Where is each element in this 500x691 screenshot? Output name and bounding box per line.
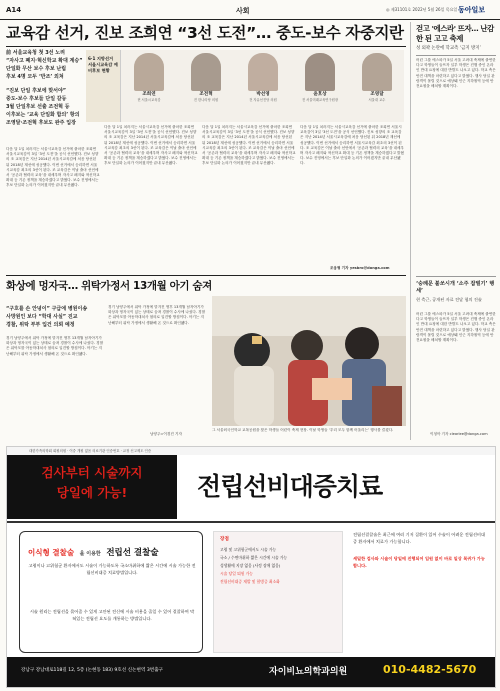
ad-box-title-c: 전립선 결찰술 [106, 548, 159, 558]
main-body-col2: 다음 달 1일 치러지는 서울시교육감 선거에 출마한 조희연 서울시교육감이 3일 ‘3선 도전’을 공식 선언했다. 진보 성향의 조 교육감은 지난 2014년 서울시교육감에 처음 당선된 뒤 2018년 재선에 성공했다. 이번 선거에서 승리하면 서울시교육감 최초의 3선이 된다. 조 교육감은 이날 출마 선언에서 ‘공존과 협력의 교육’을 내세우며 자사고 폐지와 혁신학교 확대 등 기존 정책을 계승하겠다고 밝혔다. 보수 진영에서는 후보 단일화 논의가 이어졌지만 끝내 무산됐다. [104, 125, 198, 166]
candidate-photo [191, 53, 221, 91]
page-header [0, 0, 500, 20]
story2-subhead-1: “구호를 손 안녕이” 구급에 병원이송 [6, 306, 88, 312]
main-headline: 교육감 선거, 진보 조희연 “3선 도전”… 중도-보수 자중지란 [6, 24, 404, 42]
subhead-1: 前 서울교육청 첫 3선 노려 [6, 50, 65, 56]
main-body-col1: 다음 달 1일 치러지는 서울시교육감 선거에 출마한 조희연 서울시교육감이 3일 ‘3선 도전’을 공식 선언했다. 진보 성향의 조 교육감은 지난 2014년 서울시교육감에 처음 당선된 뒤 2018년 재선에 성공했다. 이번 선거에서 승리하면 서울시교육감 최초의 3선이 된다. 조 교육감은 이날 출마 선언에서 ‘공존과 협력의 교육’을 내세우며 자사고 폐지와 혁신학교 확대 등 기존 정책을 계승하겠다고 밝혔다. 보수 진영에서는 후보 단일화 논의가 이어졌지만 끝내 무산됐다. [6, 147, 100, 188]
story2-body-col2: 경기 남양주에서 위탁 가정에 맡겨진 생후 13개월 남자아기가 화상과 멍자국이 있는 상태로 숨져 경찰이 수사에 나섰다. 경찰은 위탁모를 아동학대치사 혐의로 입건할 방침이다. 아기는 지난해부터 위탁 가정에서 생활해 온 것으로 확인됐다. [108, 305, 206, 325]
ad-features-title: 장점 [220, 537, 229, 542]
ad-right-detail: 세밀한 검사와 시술이 당일에 진행되어 입원 없이 바로 일상 복귀가 가능합니다. [353, 556, 485, 568]
divider [416, 276, 496, 277]
page-number: A14 [6, 6, 22, 14]
candidate-card [295, 53, 345, 119]
ad-box-title-a: 이식형 결찰술 [28, 548, 75, 557]
subhead-6: 중도-보수 후보들 단일 갈등 [6, 96, 67, 102]
ad-feature-item: 국소 / 수면마취하 짧은 시간에 시술 가능 [220, 555, 288, 560]
candidate-name: 윤호상 [313, 92, 327, 97]
candidate-card [181, 53, 231, 119]
photo-scene [212, 296, 406, 426]
ad-footer [7, 657, 495, 687]
subhead-8: 이후보는 ‘교육 단일화 합의’ 항의 [6, 112, 80, 118]
subhead-3: 단일화 무산 보수 후보 난립 [6, 66, 67, 72]
candidate-desc: 현 서울시교육감 [137, 98, 161, 102]
main-body-col3: 다음 달 1일 치러지는 서울시교육감 선거에 출마한 조희연 서울시교육감이 3일 ‘3선 도전’을 공식 선언했다. 진보 성향의 조 교육감은 지난 2014년 서울시교육감에 처음 당선된 뒤 2018년 재선에 성공했다. 이번 선거에서 승리하면 서울시교육감 최초의 3선이 된다. 조 교육감은 이날 출마 선언에서 ‘공존과 협력의 교육’을 내세우며 자사고 폐지와 혁신학교 확대 등 기존 정책을 계승하겠다고 밝혔다. 보수 진영에서는 후보 단일화 논의가 이어졌지만 끝내 무산됐다. [202, 125, 296, 166]
ad-feature-item: 고령 및 고위험군에서도 시술 가능 [220, 547, 277, 552]
photo-caption: 그 서울외국인학교 교복공원을 찾은 학생들 어린이 축제 현장. 이날 학생들 ‘우리 모두 함께 어울리는’ 행사를 즐겼다. [212, 428, 394, 432]
newspaper-logo: 동아일보 [458, 6, 486, 14]
ad-feature-item: 성생활에 지장 없음 (사정 장애 없음) [220, 563, 281, 568]
graphic-title-box [86, 50, 121, 122]
story2-subhead-2: 사망원인 보다 “학대 사실” 진교 [6, 314, 78, 320]
divider [6, 46, 406, 47]
subhead-4: 후보 4명 모두 ‘반조’ 외쳐 [6, 74, 64, 80]
candidate-name: 조전혁 [199, 92, 213, 97]
candidates-graphic [86, 50, 404, 122]
ad-feature-item: 시술 당일 퇴원 가능 [220, 571, 253, 576]
candidate-name: 박선영 [256, 92, 270, 97]
right-byline: 이청아 기자 clearlee@donga.com [430, 432, 488, 436]
advertisement[interactable] [6, 446, 496, 688]
ad-headline-1: 검사부터 시술까지 [41, 465, 143, 480]
ad-headline-2: 당일에 가능! [56, 485, 128, 500]
subhead-7: 3월 단일후보 선출 조전혁 등 [6, 104, 70, 110]
candidate-photo [248, 53, 278, 91]
right-subhead: 성 외곽 논란에 학교측 ‘금지 방지’ [416, 46, 481, 51]
main-body-col4: 다음 달 1일 치러지는 서울시교육감 선거에 출마한 조희연 서울시교육감이 3일 ‘3선 도전’을 공식 선언했다. 진보 성향의 조 교육감은 지난 2014년 서울시교육감에 처음 당선된 뒤 2018년 재선에 성공했다. 이번 선거에서 승리하면 서울시교육감 최초의 3선이 된다. 조 교육감은 이날 출마 선언에서 ‘공존과 협력의 교육’을 내세우며 자사고 폐지와 혁신학교 확대 등 기존 정책을 계승하겠다고 밝혔다. 보수 진영에서는 후보 단일화 논의가 이어졌지만 끝내 무산됐다. [300, 125, 404, 166]
issue-date: ◎ 제31101호 2022년 5월 26일 목요일 [386, 7, 458, 12]
candidate-list [124, 53, 402, 119]
candidate-desc: 전 자유선진당 의원 [249, 98, 277, 102]
section-title: 사회 [236, 7, 250, 15]
candidate-photo [134, 53, 164, 91]
ad-notice: 대한가족의학회 회원의원 · 이중 개원 없음 의료기관 인증번호 · 교정 신고제도 인증 [7, 447, 495, 455]
story2-byline: 남양주=이경진 기자 [150, 432, 182, 436]
ad-box-text-2: 시술 원리는 전립선을 묶어줌 수 있게 고안된 전신에 시술 비용을 줄일 수 있어 결찰하여 막혀있는 전립선 요도를 개통하는 방법입니다. [29, 609, 195, 621]
ad-right-title: 전립선결찰술은 최근에 여러 기저 질환이 있어 수술이 어려운 전립선비대증 환자에서 치료가 가능합니다. [353, 532, 486, 544]
ad-box-title [28, 540, 159, 559]
divider [416, 55, 496, 56]
subhead-9: 조영달·조전혁 후보도 완주 입장 [6, 120, 76, 126]
column-divider [410, 22, 411, 440]
ad-address: 강남구 강남대로118길 12, 5층 (논현동 183) 9호선 신논현역 3번출구 [21, 668, 164, 673]
candidate-card [238, 53, 288, 119]
candidate-photo [362, 53, 392, 91]
ad-feature-item: 전립선비대증 재발 및 합병증 최소화 [220, 579, 280, 584]
ad-box-title-b: 을 이용한 [79, 551, 101, 557]
ad-box [19, 531, 203, 653]
candidate-desc: 전 한나라당 의원 [193, 98, 219, 102]
ad-right-text [353, 531, 487, 651]
right-headline: 걷고 '에스라' 뜨자… 난감한 된 고고 축제 [416, 24, 494, 43]
ad-main-title: 전립선비대증치료 [197, 472, 383, 501]
story2-headline: 화상에 멍자국… 위탁가정서 13개월 아기 숨져 [6, 280, 212, 292]
right-body-2: 어린 그룹 에스파가 5일 서울 고려대 축제에 출연한다고 학생들이 들뜨자 일부 학생은 진행 중인 온라인 반대 요청에 대한 반발도 나오고 있다. 학교 측은 안전 대책을 마련하고 있다고 밝혔다. 행사 당일 관람객이 몰릴 것으로 예상돼 인근 지하철역 등에 안전요원을 배치할 계획이다. [416, 312, 496, 343]
ad-clinic-name: 자이비뇨의학과의원 [269, 667, 348, 677]
candidate-photo [305, 53, 335, 91]
news-photo [212, 296, 406, 426]
graphic-title: 6·1 지방선거 서울시교육감 예비후보 현황 [88, 56, 118, 73]
divider [6, 275, 406, 276]
main-byline: 조응형 기자 yesbro@donga.com [330, 266, 390, 270]
candidate-name: 조영달 [370, 92, 384, 97]
subhead-2: “자사고 폐지·혁신학교 확대 계승” [6, 58, 83, 64]
subhead-5: “진보 단일 후보에 맞서야” [6, 88, 67, 94]
right-subhead-2: 현 측근, 공개된 자료 전달 혐의 진술 [416, 297, 482, 302]
candidate-card [124, 53, 174, 119]
story2-subhead-3: 경찰, 위탁 부부 입건 의뢰 예정 [6, 322, 75, 328]
main-subheads [6, 49, 84, 127]
story2-body-col1: 경기 남양주에서 위탁 가정에 맡겨진 생후 13개월 남자아기가 화상과 멍자국이 있는 상태로 숨져 경찰이 수사에 나섰다. 경찰은 위탁모를 아동학대치사 혐의로 입건할 방침이다. 아기는 지난해부터 위탁 가정에서 생활해 온 것으로 확인됐다. [6, 336, 104, 356]
right-body: 어린 그룹 에스파가 5일 서울 고려대 축제에 출연한다고 학생들이 들뜨자 일부 학생은 진행 중인 온라인 반대 요청에 대한 반발도 나오고 있다. 학교 측은 안전 대책을 마련하고 있다고 밝혔다. 행사 당일 관람객이 몰릴 것으로 예상돼 인근 지하철역 등에 안전요원을 배치할 계획이다. [416, 58, 496, 89]
ad-features-list [220, 546, 338, 586]
candidate-desc: 전 서울미래교육연구원장 [301, 98, 339, 102]
candidate-name: 조희연 [142, 92, 156, 97]
ad-features [213, 531, 343, 653]
story2-subheads [6, 305, 104, 329]
ad-divider [7, 521, 495, 523]
candidate-desc: 서울대 교수 [368, 98, 386, 102]
ad-phone[interactable]: 010-4482-5670 [383, 663, 477, 676]
candidate-card [352, 53, 402, 119]
right-headline-2: ‘숭례문 불쏘시개 ‘소주 잡벌기’ 행세’ [416, 281, 495, 294]
ad-box-text: 고령이나 고위험군 환자에서도 시술이 가능하도록 국소마취하에 짧은 시간에 시술 가능한 전립선비대증 치료방법입니다. [28, 563, 196, 575]
ad-headline-box [7, 455, 177, 519]
